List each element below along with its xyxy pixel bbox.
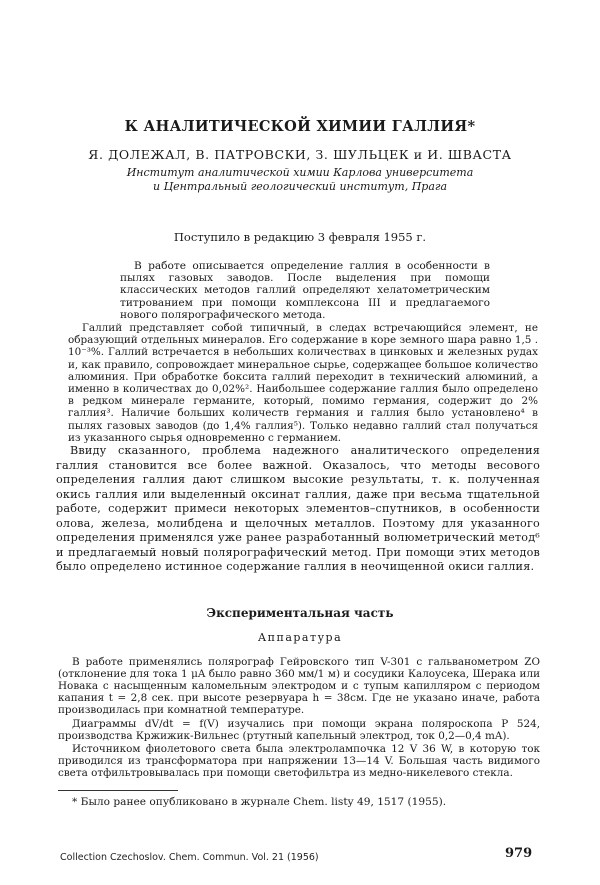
main-paragraph: Ввиду сказанного, проблема надежного аналитического определения галлия становится все более важной. Оказалось, что методы весового определения галлия дают слишком высокие результаты, т. к. полученная окись галлия или выделенный оксинат галлия, даже при весьма тщательной работе, содержит примеси некоторых элементов–спутников, в особенности олова, железа, молибдена и щелочных металлов. Поэтому для указанного определения применялся уже ранее разработанный волюметрический метод⁶ и предлагаемый новый полярографический метод. При помощи этих методов было определено истинное содержание галлия в неочищенной окиси галлия. [56, 444, 540, 573]
journal-citation: Collection Czechoslov. Chem. Commun. Vol. 21 (1956) [60, 852, 319, 863]
experimental-paragraph-3: Источником фиолетового света была электролампочка 12 V 36 W, в которую ток приводился из трансформатора при напряжении 13—14 V. Большая часть видимого света отфильтровывалась при помощи светофильтра из медно-никелевого стекла. [58, 743, 540, 780]
received-date: Поступило в редакцию 3 февраля 1955 г. [173, 230, 427, 244]
experimental-paragraph-1: В работе применялись полярограф Гейровского тип V-301 с гальванометром ZO (отклонение для тока 1 μA было равно 360 мм/1 м) и сосудики Калоусека, Шерака или Новака с насыщенным каломельным электродом и с тупым капилляром с периодом капания t = 2,8 сек. при высоте резервуара h = 38см. Где не указано иначе, работа производилась при комнатной температуре. [58, 656, 540, 717]
subsection-heading: Аппаратура [257, 631, 343, 644]
article-authors: Я. ДОЛЕЖАЛ, В. ПАТРОВСКИ, З. ШУЛЬЦЕК и И. ШВАСТА [88, 147, 512, 162]
affiliation-line-2: и Центральный геологический институт, Прага [153, 180, 447, 193]
page-number: 979 [505, 846, 533, 861]
footnote-divider [58, 790, 178, 791]
abstract: В работе описывается определение галлия в особенности в пылях газовых заводов. После выделения при помощи классических методов галлий определяют хелатометрическим титрованием при помощи комплексона III и предлагаемого нового полярографического метода. [120, 260, 490, 321]
affiliation-line-1: Институт аналитической химии Карлова университета [126, 166, 474, 179]
article-title: К АНАЛИТИЧЕСКОЙ ХИМИИ ГАЛЛИЯ* [124, 118, 476, 135]
experimental-paragraph-2: Диаграммы dV/dt = f(V) изучались при помощи экрана поляроскопа P 524, производства Кржижик-Вильнес (ртутный капельный электрод, ток 0,2—0,4 mA). [58, 718, 540, 743]
intro-paragraph: Галлий представляет собой типичный, в следах встречающийся элемент, не образующий отдельных минералов. Его содержание в коре земного шара равно 1,5 . 10⁻³%. Галлий встречается в небольших количествах в цинковых и железных рудах и, как правило, сопровождает минеральное сырье, содержащее большое количество алюминия. При обработке боксита галлий переходит в технический алюминий, а именно в количествах до 0,02%². Наибольшее содержание галлия было определено в редком минерале германите, который, помимо германия, содержит до 2% галлия³. Наличие больших количеств германия и галлия было установлено⁴ в пылях газовых заводов (до 1,4% галлия⁵). Только недавно галлий стал получаться из указанного сырья одновременно с германием. [68, 322, 538, 444]
footnote: * Было ранее опубликовано в журнале Chem. listy 49, 1517 (1955). [72, 796, 447, 808]
section-heading: Экспериментальная часть [206, 606, 394, 620]
